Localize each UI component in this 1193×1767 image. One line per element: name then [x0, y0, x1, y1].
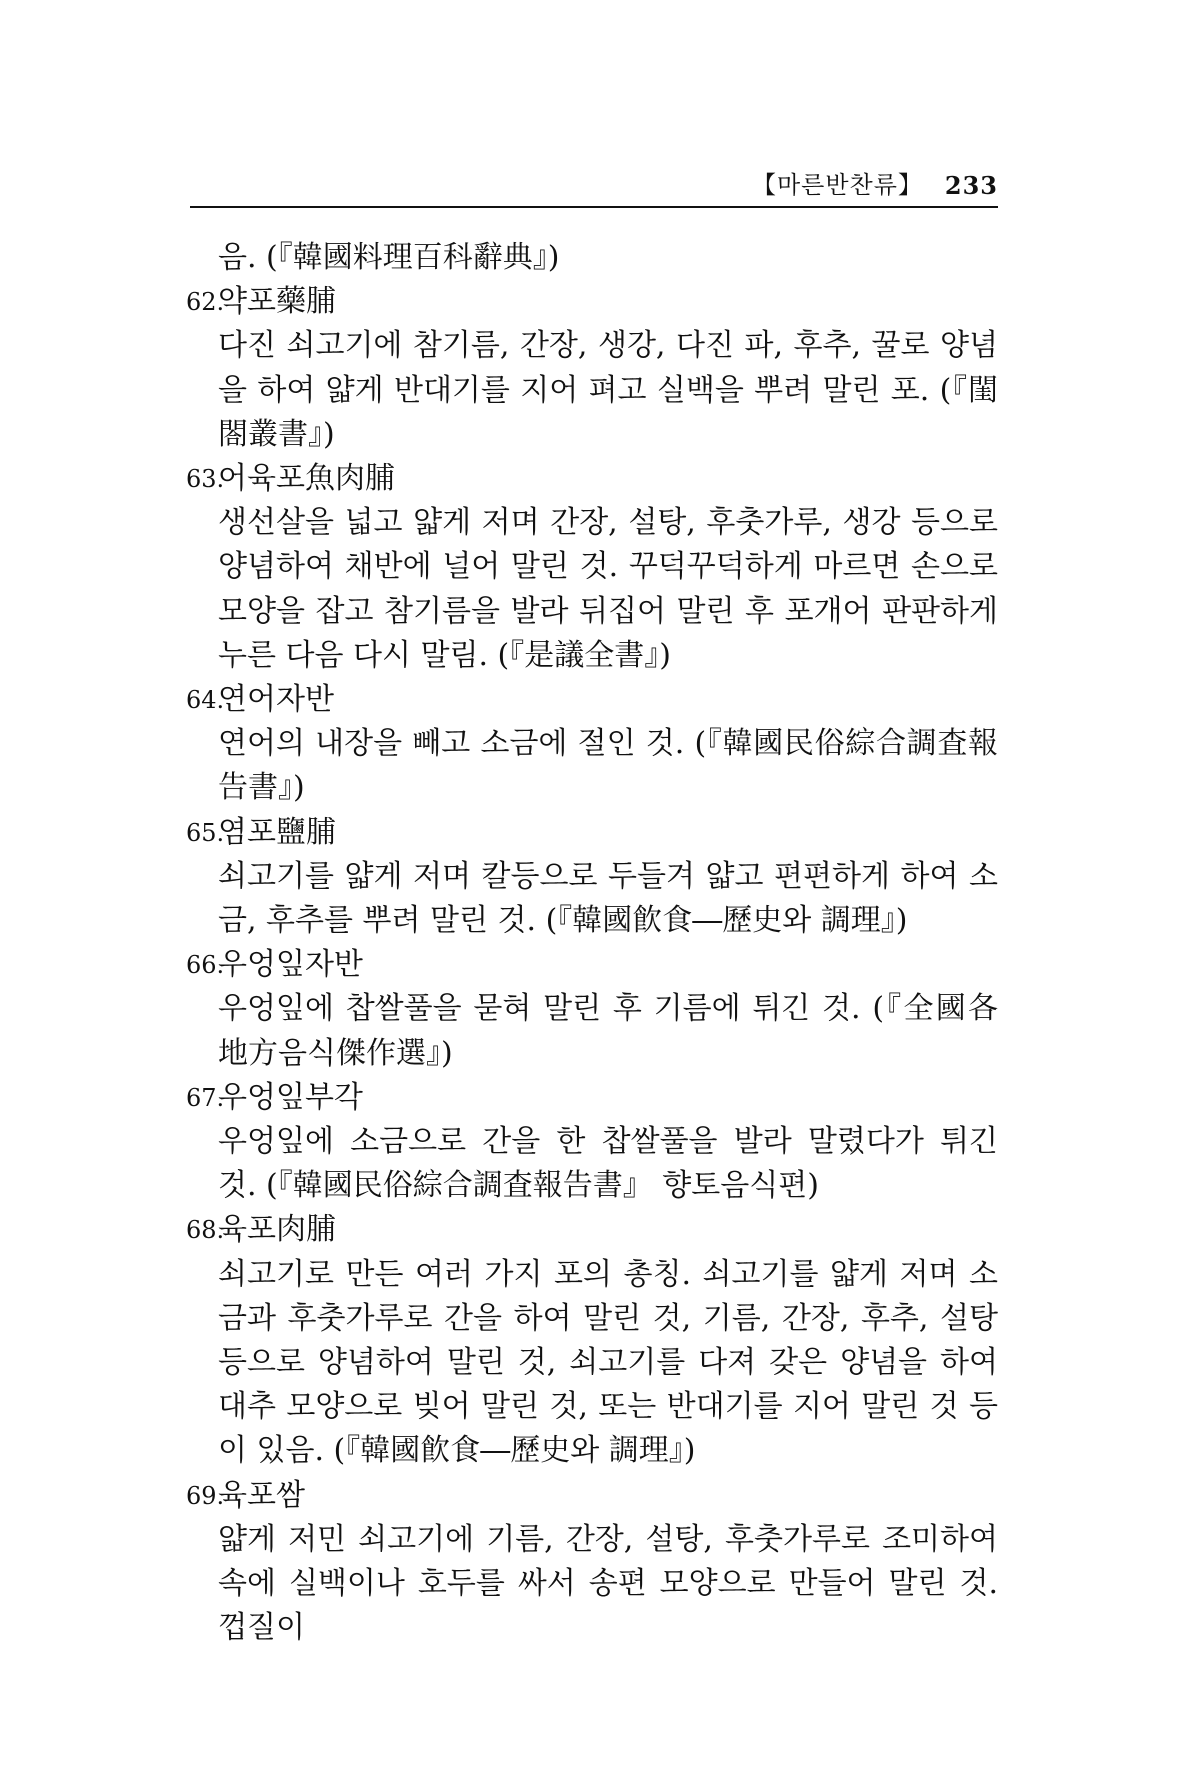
entry-heading — [186, 1208, 998, 1252]
running-header — [190, 170, 998, 208]
entry-title: 육포쌈 — [218, 1477, 305, 1513]
entry-heading — [186, 811, 998, 855]
entry — [186, 943, 998, 1076]
entry-title: 우엉잎부각 — [218, 1079, 363, 1115]
entry-heading — [186, 943, 998, 987]
entry-body: 쇠고기로 만든 여러 가지 포의 총칭. 쇠고기를 얇게 저며 소금과 후춧가루로 간을 하여 말린 것, 기름, 간장, 후추, 설탕 등으로 양념하여 말린 것, 쇠고기를 다져 갖은 양념을 하여 대추 모양으로 빚어 말린 것, 또는 반대기를 지어 말린 것 등이 있음. (『韓國飮食―歷史와 調理』) — [218, 1256, 998, 1469]
entry-number: 66. — [186, 951, 225, 980]
entry-number: 65. — [186, 818, 225, 847]
entry — [186, 1076, 998, 1209]
entry-heading — [186, 457, 998, 501]
entry-heading — [186, 1474, 998, 1518]
entry — [186, 1208, 998, 1473]
page-body — [186, 236, 998, 1651]
entry-body: 생선살을 넓고 얇게 저며 간장, 설탕, 후춧가루, 생강 등으로 양념하여 채반에 널어 말린 것. 꾸덕꾸덕하게 마르면 손으로 모양을 잡고 참기름을 발라 뒤집어 말린 후 포개어 판판하게 누른 다음 다시 말림. (『是議全書』) — [218, 505, 998, 673]
entry-number: 63. — [186, 465, 225, 494]
entry-title: 어육포魚肉脯 — [218, 461, 395, 497]
entry-body: 다진 쇠고기에 참기름, 간장, 생강, 다진 파, 후추, 꿀로 양념을 하여 얇게 반대기를 지어 펴고 실백을 뿌려 말린 포. (『閨閤叢書』) — [218, 328, 998, 452]
entry-body: 우엉잎에 찹쌀풀을 묻혀 말린 후 기름에 튀긴 것. (『全國各地方음식傑作選』) — [218, 991, 998, 1071]
entry-number: 64. — [186, 686, 225, 715]
entry-heading — [186, 1076, 998, 1120]
entry-body: 쇠고기를 얇게 저며 칼등으로 두들겨 얇고 편편하게 하여 소금, 후추를 뿌려 말린 것. (『韓國飮食―歷史와 調理』) — [218, 858, 998, 939]
entry-heading — [186, 678, 998, 722]
continued-text: 음. (『韓國料理百科辭典』) — [218, 240, 560, 275]
entry — [186, 457, 998, 678]
entry-number: 69. — [186, 1481, 225, 1510]
entry-title: 육포肉脯 — [218, 1212, 336, 1248]
entry-number: 67. — [186, 1083, 225, 1112]
entry-title: 염포鹽脯 — [218, 814, 336, 850]
entry — [186, 811, 998, 944]
entry — [186, 1474, 998, 1651]
entry-heading — [186, 280, 998, 324]
entry-body: 연어의 내장을 빼고 소금에 절인 것. (『韓國民俗綜合調査報告書』) — [218, 726, 998, 806]
entry-title: 우엉잎자반 — [218, 947, 363, 983]
section-title: 【마른반찬류】 — [751, 171, 923, 199]
page-number: 233 — [944, 171, 998, 200]
entry-body: 얇게 저민 쇠고기에 기름, 간장, 설탕, 후춧가루로 조미하여 속에 실백이나 호두를 싸서 송편 모양으로 만들어 말린 것. 껍질이 — [218, 1521, 998, 1646]
entry-title: 약포藥脯 — [218, 284, 336, 320]
entry-number: 68. — [186, 1216, 225, 1245]
entry-title: 연어자반 — [218, 682, 334, 718]
entry-body: 우엉잎에 소금으로 간을 한 찹쌀풀을 발라 말렸다가 튀긴 것. (『韓國民俗綜合調査報告書』 향토음식편) — [218, 1124, 998, 1204]
entry-number: 62. — [186, 288, 225, 317]
entry — [186, 678, 998, 811]
entry — [186, 280, 998, 457]
